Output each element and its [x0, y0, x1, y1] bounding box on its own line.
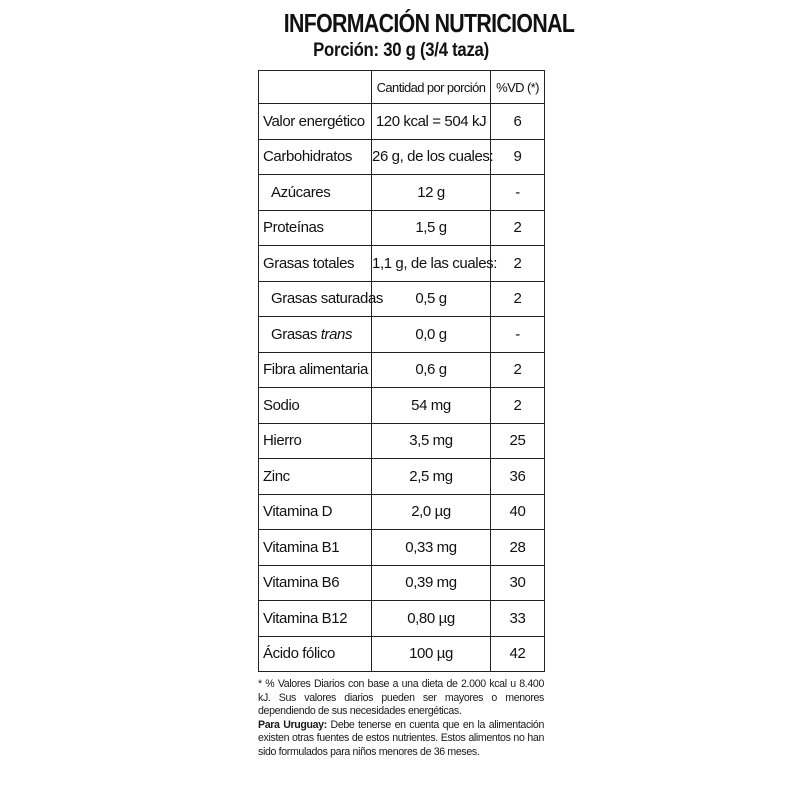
nutrient-name-text: Ácido fólico — [263, 645, 335, 663]
table-row — [259, 388, 545, 424]
nutrient-name-text: Grasas — [271, 325, 317, 343]
table-row — [259, 530, 545, 566]
nutrient-name-italic: trans — [320, 325, 353, 343]
nutrient-amount: 26 g, de los cuales: — [372, 139, 491, 175]
nutrient-name-text: Vitamina B1 — [263, 538, 340, 556]
nutrient-name — [259, 246, 372, 282]
nutrient-name-text: Sodio — [263, 396, 300, 414]
nutrient-amount: 0,6 g — [372, 352, 491, 388]
nutrient-name — [259, 636, 372, 672]
nutrition-table — [258, 70, 545, 672]
nutrient-name — [259, 388, 372, 424]
nutrient-amount: 0,0 g — [372, 317, 491, 353]
nutrient-amount: 1,1 g, de las cuales: — [372, 246, 491, 282]
nutrient-daily-value: 2 — [491, 246, 545, 282]
table-header-row — [259, 71, 545, 104]
nutrient-name — [259, 317, 372, 353]
table-row — [259, 210, 545, 246]
table-row — [259, 352, 545, 388]
nutrient-daily-value: 33 — [491, 601, 545, 637]
nutrient-amount: 0,39 mg — [372, 565, 491, 601]
label-title: INFORMACIÓN NUTRICIONAL — [283, 8, 575, 38]
nutrient-daily-value: 2 — [491, 281, 545, 317]
nutrient-name — [259, 175, 372, 211]
table-row — [259, 565, 545, 601]
nutrient-daily-value: 2 — [491, 388, 545, 424]
table-row — [259, 601, 545, 637]
nutrient-daily-value: - — [491, 175, 545, 211]
nutrient-name-text: Vitamina B12 — [263, 609, 348, 627]
nutrient-name — [259, 104, 372, 140]
nutrient-name-text: Carbohidratos — [263, 148, 353, 166]
nutrient-name — [259, 459, 372, 495]
nutrient-name-text: Vitamina B6 — [263, 574, 340, 592]
nutrient-name — [259, 494, 372, 530]
table-row — [259, 104, 545, 140]
daily-value-note: * % Valores Diarios con base a una dieta de 2.000 kcal u 8.400 kJ. Sus valores diarios pueden ser mayores o menores dependiendo de sus necesidades energéticas. — [258, 678, 544, 718]
nutrient-daily-value: 2 — [491, 352, 545, 388]
nutrient-amount: 2,5 mg — [372, 459, 491, 495]
nutrient-name — [259, 281, 383, 317]
nutrient-amount: 0,80 µg — [372, 601, 491, 637]
table-row — [259, 281, 545, 317]
uruguay-note — [258, 719, 544, 760]
nutrient-daily-value: 6 — [491, 104, 545, 140]
nutrient-daily-value: 40 — [491, 494, 545, 530]
nutrient-amount: 3,5 mg — [372, 423, 491, 459]
header-daily-value: %VD (*) — [491, 71, 545, 104]
nutrient-amount: 12 g — [372, 175, 491, 211]
nutrient-daily-value: 28 — [491, 530, 545, 566]
nutrient-amount: 0,5 g — [372, 281, 491, 317]
nutrient-name-text: Azúcares — [271, 183, 331, 201]
nutrient-amount: 1,5 g — [372, 210, 491, 246]
nutrient-amount: 2,0 µg — [372, 494, 491, 530]
nutrient-daily-value: 25 — [491, 423, 545, 459]
header-blank-cell — [259, 71, 372, 104]
nutrient-daily-value: 36 — [491, 459, 545, 495]
nutrient-name-text: Hierro — [263, 432, 302, 450]
nutrient-name-text: Proteínas — [263, 219, 324, 237]
nutrient-name-text: Grasas totales — [263, 254, 355, 272]
header-amount: Cantidad por porción — [372, 71, 491, 104]
nutrient-daily-value: - — [491, 317, 545, 353]
table-row — [259, 175, 545, 211]
nutrient-name — [259, 210, 372, 246]
nutrient-name-text: Valor energético — [263, 112, 365, 130]
nutrient-name — [259, 423, 372, 459]
nutrient-name — [259, 601, 372, 637]
nutrient-daily-value: 2 — [491, 210, 545, 246]
nutrient-daily-value: 42 — [491, 636, 545, 672]
nutrient-name-text: Grasas saturadas — [271, 290, 383, 308]
footnotes — [258, 678, 544, 760]
nutrient-amount: 0,33 mg — [372, 530, 491, 566]
table-row — [259, 423, 545, 459]
nutrient-name-text: Vitamina D — [263, 503, 333, 521]
table-row — [259, 246, 545, 282]
nutrient-name-text: Zinc — [263, 467, 290, 485]
nutrient-name — [259, 139, 372, 175]
table-row — [259, 317, 545, 353]
serving-size: Porción: 30 g (3/4 taza) — [313, 40, 489, 61]
nutrient-name-text: Fibra alimentaria — [263, 361, 368, 379]
nutrient-name — [259, 352, 372, 388]
nutrient-daily-value: 30 — [491, 565, 545, 601]
nutrient-amount: 100 µg — [372, 636, 491, 672]
nutrition-label — [258, 8, 575, 760]
nutrient-amount: 54 mg — [372, 388, 491, 424]
nutrient-name — [259, 530, 372, 566]
nutrient-name — [259, 565, 372, 601]
nutrient-daily-value: 9 — [491, 139, 545, 175]
uruguay-text: Debe tenerse en cuenta que en la alimentación existen otras fuentes de estos nutrientes. Estos alimentos no han sido formulados para niños menores de 36 meses. — [258, 718, 544, 758]
table-row — [259, 459, 545, 495]
table-row — [259, 494, 545, 530]
table-row — [259, 139, 545, 175]
nutrient-amount: 120 kcal = 504 kJ — [372, 104, 491, 140]
uruguay-label: Para Uruguay: — [258, 718, 327, 731]
table-row — [259, 636, 545, 672]
